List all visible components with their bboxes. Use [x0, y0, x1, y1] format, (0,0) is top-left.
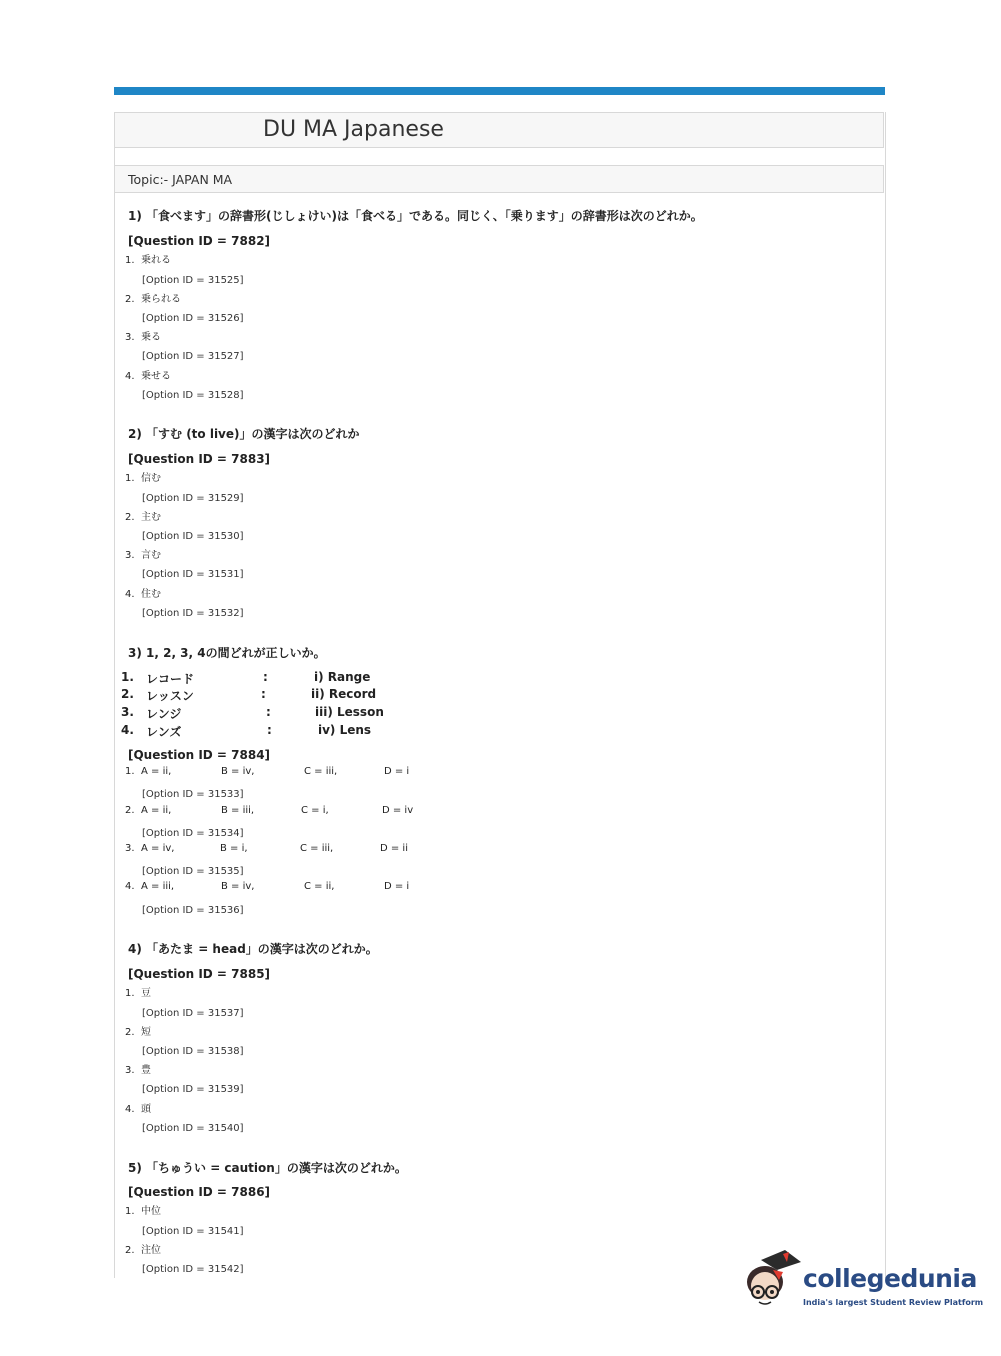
- option-number: 4.: [125, 1104, 135, 1115]
- option-id: [Option ID = 31542]: [142, 1264, 244, 1275]
- question-id: [Question ID = 7885]: [128, 967, 271, 981]
- option-number: 2.: [125, 1245, 135, 1256]
- option-number: 4.: [125, 881, 135, 892]
- option-d: D = iv: [382, 805, 414, 816]
- logo-wordmark: collegedunia: [803, 1264, 977, 1293]
- question-text: 5) 「ちゅうい = caution」の漢字は次のどれか。: [128, 1161, 407, 1175]
- option-id: [Option ID = 31532]: [142, 608, 244, 619]
- option-text: 乗せる: [141, 371, 171, 382]
- option-a: A = iv,: [141, 843, 175, 854]
- option-number: 3.: [125, 843, 135, 854]
- option-4: [125, 1100, 151, 1115]
- option-text: 住む: [141, 589, 161, 600]
- option-text: 信む: [141, 473, 161, 484]
- option-number: 4.: [125, 589, 135, 600]
- option-text: 乗れる: [141, 255, 171, 266]
- match-separator: :: [267, 723, 272, 737]
- option-id: [Option ID = 31526]: [142, 313, 244, 324]
- option-id: [Option ID = 31538]: [142, 1046, 244, 1057]
- match-right: iv) Lens: [318, 723, 372, 737]
- option-id: [Option ID = 31529]: [142, 493, 244, 504]
- option-number: 3.: [125, 1065, 135, 1076]
- match-number: 2.: [121, 687, 134, 701]
- question-text: 4) 「あたま = head」の漢字は次のどれか。: [128, 942, 378, 956]
- option-1: [125, 251, 171, 266]
- option-4: [125, 585, 161, 600]
- question-text: 1) 「食べます」の辞書形(じしょけい)は「食べる」である。同じく、「乗ります」の辞書形は次のどれか。: [128, 209, 703, 223]
- option-text: 豊: [141, 1065, 151, 1076]
- option-d: D = i: [384, 766, 410, 777]
- option-a: A = iii,: [141, 881, 175, 892]
- option-id: [Option ID = 31534]: [142, 828, 244, 839]
- option-number: 1.: [125, 255, 135, 266]
- match-separator: :: [266, 705, 271, 719]
- option-3: [125, 1061, 151, 1076]
- option-1: [125, 984, 151, 999]
- option-2: [125, 1241, 161, 1256]
- option-id: [Option ID = 31527]: [142, 351, 244, 362]
- topic-box: [114, 165, 884, 193]
- option-number: 4.: [125, 371, 135, 382]
- option-1: [125, 1202, 161, 1217]
- option-number: 2.: [125, 805, 135, 816]
- option-3: [125, 328, 161, 343]
- option-id: [Option ID = 31541]: [142, 1226, 244, 1237]
- option-d: D = ii: [380, 843, 408, 854]
- question-id: [Question ID = 7882]: [128, 234, 271, 248]
- option-id: [Option ID = 31537]: [142, 1008, 244, 1019]
- match-number: 3.: [121, 705, 134, 719]
- option-id: [Option ID = 31539]: [142, 1084, 244, 1095]
- match-separator: :: [261, 687, 266, 701]
- logo-tagline: India's largest Student Review Platform: [803, 1298, 984, 1307]
- option-c: C = i,: [301, 805, 329, 816]
- option-number: 2.: [125, 1027, 135, 1038]
- option-id: [Option ID = 31525]: [142, 275, 244, 286]
- match-right: iii) Lesson: [315, 705, 384, 719]
- option-3: [125, 546, 161, 561]
- collegedunia-logo: [743, 1250, 984, 1320]
- option-1: [125, 469, 161, 484]
- option-number: 2.: [125, 294, 135, 305]
- option-text: 豆: [141, 988, 151, 999]
- title-box: [114, 112, 884, 148]
- option-3: [125, 843, 408, 854]
- option-text: 中位: [141, 1206, 161, 1217]
- match-left: レンズ: [146, 725, 182, 739]
- option-a: A = ii,: [141, 766, 172, 777]
- option-id: [Option ID = 31535]: [142, 866, 244, 877]
- question-text: 3) 1, 2, 3, 4の間どれが正しいか。: [128, 646, 326, 660]
- match-left: レコード: [146, 672, 195, 686]
- option-id: [Option ID = 31533]: [142, 789, 244, 800]
- option-a: A = ii,: [141, 805, 172, 816]
- question-text: 2) 「すむ (to live)」の漢字は次のどれか: [128, 427, 360, 441]
- option-2: [125, 805, 414, 816]
- match-separator: :: [263, 670, 268, 684]
- option-4: [125, 881, 410, 892]
- option-id: [Option ID = 31531]: [142, 569, 244, 580]
- question-id: [Question ID = 7886]: [128, 1185, 271, 1199]
- match-right: ii) Record: [311, 687, 377, 701]
- option-text: 言む: [141, 550, 161, 561]
- question-id: [Question ID = 7884]: [128, 748, 271, 762]
- option-1: [125, 766, 410, 777]
- option-2: [125, 290, 181, 305]
- option-id: [Option ID = 31536]: [142, 905, 244, 916]
- option-c: C = iii,: [304, 766, 338, 777]
- mascot-icon: [743, 1250, 801, 1318]
- option-text: 乗られる: [141, 294, 181, 305]
- topic-label: Topic:- JAPAN MA: [128, 172, 233, 187]
- option-number: 1.: [125, 1206, 135, 1217]
- option-number: 1.: [125, 473, 135, 484]
- option-2: [125, 508, 161, 523]
- option-b: B = i,: [220, 843, 248, 854]
- option-number: 1.: [125, 988, 135, 999]
- option-text: 乗る: [141, 332, 161, 343]
- match-number: 1.: [121, 670, 134, 684]
- option-4: [125, 367, 171, 382]
- option-c: C = ii,: [304, 881, 335, 892]
- match-left: レンジ: [146, 707, 182, 721]
- match-number: 4.: [121, 723, 134, 737]
- question-id: [Question ID = 7883]: [128, 452, 271, 466]
- option-text: 注位: [141, 1245, 161, 1256]
- content-frame: [114, 112, 886, 1278]
- option-id: [Option ID = 31540]: [142, 1123, 244, 1134]
- option-number: 1.: [125, 766, 135, 777]
- option-text: 頭: [141, 1104, 151, 1115]
- option-id: [Option ID = 31528]: [142, 390, 244, 401]
- option-number: 3.: [125, 550, 135, 561]
- option-number: 3.: [125, 332, 135, 343]
- option-id: [Option ID = 31530]: [142, 531, 244, 542]
- option-number: 2.: [125, 512, 135, 523]
- option-b: B = iii,: [221, 805, 255, 816]
- match-left: レッスン: [146, 689, 194, 703]
- option-b: B = iv,: [221, 766, 255, 777]
- option-text: 主む: [141, 512, 161, 523]
- option-2: [125, 1023, 151, 1038]
- page-title: DU MA Japanese: [263, 117, 444, 142]
- top-accent-bar: [114, 87, 885, 95]
- match-right: i) Range: [314, 670, 371, 684]
- option-b: B = iv,: [221, 881, 255, 892]
- option-d: D = i: [384, 881, 410, 892]
- option-c: C = iii,: [300, 843, 334, 854]
- option-text: 短: [141, 1027, 151, 1038]
